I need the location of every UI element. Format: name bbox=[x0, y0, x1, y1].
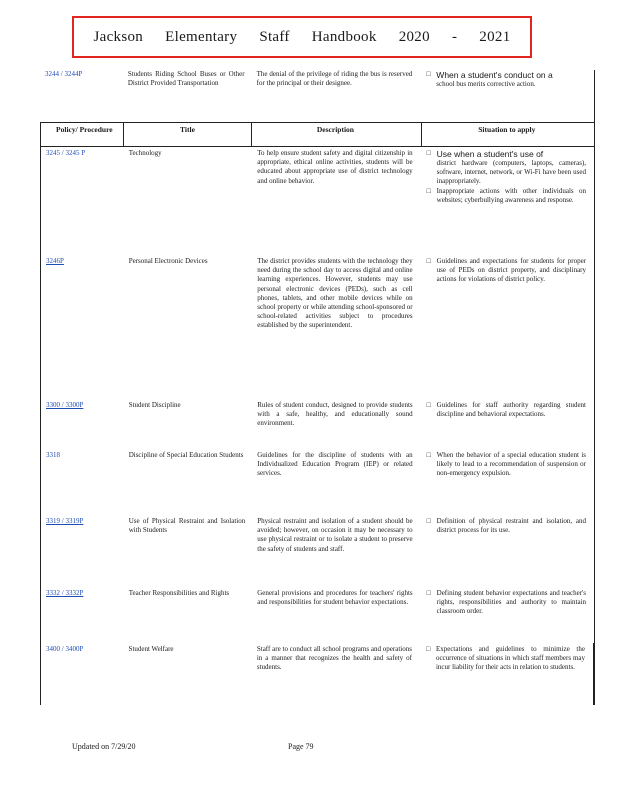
header-situation: Situation to apply bbox=[421, 123, 594, 146]
bullet-icon: □ bbox=[426, 517, 431, 525]
policy-title: Teacher Responsibilities and Rights bbox=[128, 589, 230, 597]
header-box bbox=[72, 16, 532, 58]
situation-text: district hardware (computers, laptops, cameras), software, internet, network, or Wi-Fi have been used inappropriately. bbox=[436, 159, 587, 186]
policy-code[interactable]: 3246P bbox=[46, 257, 64, 265]
table-row bbox=[41, 587, 594, 643]
policy-code[interactable]: 3400 / 3400P bbox=[46, 645, 84, 653]
policy-situation bbox=[421, 147, 594, 255]
policy-situation bbox=[421, 515, 594, 587]
bullet-icon: □ bbox=[426, 401, 431, 409]
policy-title: Students Riding School Buses or Other District Provided Transportation bbox=[127, 70, 245, 88]
footer-page-number: Page 79 bbox=[288, 742, 314, 751]
policy-title: Discipline of Special Education Students bbox=[128, 451, 244, 459]
table-row bbox=[41, 515, 594, 587]
situation-bullet bbox=[427, 401, 586, 419]
policy-title: Student Discipline bbox=[128, 401, 181, 409]
policy-title: Student Welfare bbox=[128, 645, 174, 653]
policy-description: Physical restraint and isolation of a student should be avoided; however, on occasion it may be necessary to use physical restraint or to isolate a student to preserve the safety of students and staff. bbox=[257, 517, 413, 553]
situation-text: school bus merits corrective action. bbox=[436, 80, 536, 88]
policy-title: Personal Electronic Devices bbox=[128, 257, 208, 265]
situation-bullet bbox=[427, 589, 586, 617]
policy-code[interactable]: 3318 bbox=[46, 451, 60, 459]
footer-updated: Updated on 7/29/20 bbox=[72, 742, 136, 751]
table-row bbox=[41, 399, 594, 449]
situation-text: When the behavior of a special education student is likely to lead to a recommendation of suspension or non-emergency expulsion. bbox=[436, 451, 587, 478]
situation-lead: Use when a student's use of bbox=[436, 149, 544, 159]
policy-title: Technology bbox=[128, 149, 162, 157]
bullet-icon: □ bbox=[426, 70, 431, 78]
policy-code[interactable]: 3332 / 3332P bbox=[46, 589, 84, 597]
policy-description: Staff are to conduct all school programs and operations in a manner that recognizes the health and safety of students. bbox=[256, 645, 412, 672]
policy-description: Rules of student conduct, designed to provide students with a safe, healthy, and educationally sound environment. bbox=[257, 401, 413, 428]
policy-title: Use of Physical Restraint and Isolation with Students bbox=[128, 517, 246, 535]
situation-text: Guidelines and expectations for students for proper use of PEDs on district property, and disciplinary actions for violations of district policy. bbox=[436, 257, 587, 284]
policy-table bbox=[40, 122, 595, 705]
situation-text: Guidelines for staff authority regarding student discipline and behavioral expectations. bbox=[436, 401, 587, 419]
policy-situation bbox=[420, 70, 594, 122]
handbook-title: Jackson Elementary Staff Handbook 2020 - 2021 bbox=[93, 28, 511, 45]
situation-bullet bbox=[426, 70, 586, 89]
bullet-icon: □ bbox=[426, 451, 431, 459]
situation-bullet bbox=[426, 645, 585, 673]
situation-bullet bbox=[427, 451, 586, 479]
table-row bbox=[41, 449, 594, 515]
bullet-icon: □ bbox=[426, 186, 431, 195]
policy-description: The district provides students with the technology they need during the school day to access digital and online learning experiences. However, students may use personal electronic devices (PEDs), such as cell phones, tablets, and other mobile devices while on school property or while attending school-sponsored or school-related activities subject to procedures established by the superintendent. bbox=[257, 257, 413, 330]
situation-text: Inappropriate actions with other individuals on websites; cyberbullying awareness and response. bbox=[436, 186, 587, 204]
policy-code[interactable]: 3300 / 3300P bbox=[46, 401, 84, 409]
table-header bbox=[41, 123, 594, 147]
policy-code[interactable]: 3319 / 3319P bbox=[46, 517, 84, 525]
header-title: Title bbox=[123, 123, 252, 146]
policy-code[interactable]: 3244 / 3244P bbox=[45, 70, 83, 78]
table-row bbox=[41, 643, 594, 705]
policy-situation bbox=[420, 643, 593, 705]
bullet-icon: □ bbox=[426, 589, 431, 597]
bullet-icon: □ bbox=[426, 257, 431, 265]
policy-description: General provisions and procedures for teachers' rights and responsibilities for student behavior expectations. bbox=[257, 589, 413, 607]
bullet-icon: □ bbox=[425, 645, 431, 653]
table-row bbox=[41, 147, 594, 255]
table-row bbox=[41, 255, 594, 399]
policy-situation bbox=[421, 255, 594, 399]
situation-bullet bbox=[427, 149, 586, 187]
continued-row bbox=[40, 70, 595, 122]
page-content bbox=[40, 70, 595, 705]
bullet-icon: □ bbox=[426, 149, 431, 157]
situation-text: Definition of physical restraint and isolation, and district process for its use. bbox=[436, 517, 587, 535]
header-description: Description bbox=[251, 123, 420, 146]
situation-text: Expectations and guidelines to minimize the occurrence of situations in which staff members may incur liability for their acts in relation to students. bbox=[435, 645, 585, 672]
policy-description: The denial of the privilege of riding the bus is reserved for the principal or their designee. bbox=[256, 70, 413, 88]
policy-description: To help ensure student safety and digital citizenship in appropriate, ethical online activities, students will be educated about appropriate use of district technology and online behavior. bbox=[257, 149, 413, 185]
policy-situation bbox=[421, 399, 594, 449]
policy-description: Guidelines for the discipline of students with an Individualized Education Program (IEP) or related services. bbox=[257, 451, 413, 478]
policy-situation bbox=[421, 587, 594, 643]
situation-bullet bbox=[427, 517, 586, 535]
situation-bullet bbox=[427, 187, 586, 205]
situation-text: Defining student behavior expectations and teacher's rights, responsibilities and authority to maintain classroom order. bbox=[436, 589, 587, 616]
header-policy: Policy/ Procedure bbox=[56, 125, 113, 134]
policy-situation bbox=[421, 449, 594, 515]
policy-code[interactable]: 3245 / 3245 P bbox=[46, 149, 86, 157]
situation-bullet bbox=[427, 257, 586, 285]
situation-lead: When a student's conduct on a bbox=[436, 70, 553, 80]
